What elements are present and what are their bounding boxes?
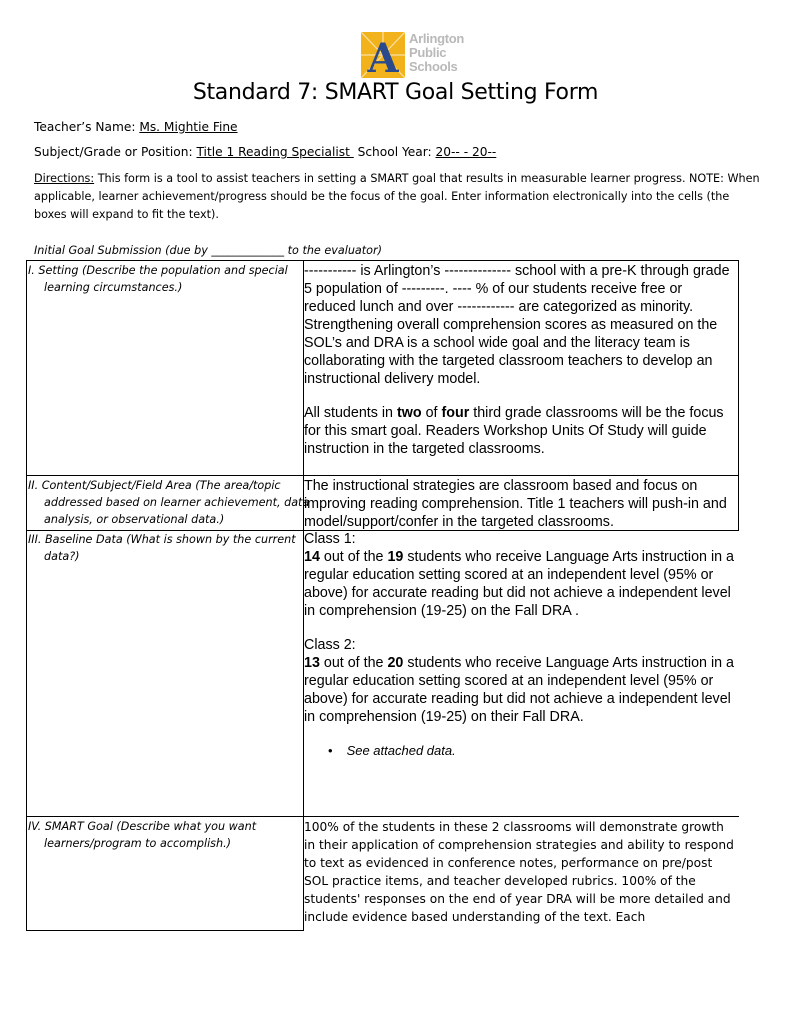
- setting-label: I. Setting (Describe the population and special learning circumstances.): [28, 264, 288, 294]
- school-year-value: 20-- - 20--: [435, 145, 497, 159]
- logo-line-3: Schools: [409, 59, 458, 74]
- setting-text-c: of: [421, 405, 442, 421]
- class-1-mid: out of the: [319, 549, 388, 565]
- directions-text: This form is a tool to assist teachers in setting a SMART goal that results in measurable learner progress. NOTE: When applicable, learner achievement/progress should be the focus of the goal. Enter information electronically into the cells (the boxes will expand to fit the text).: [34, 172, 760, 221]
- table-right-border: [738, 260, 739, 530]
- setting-bold-two: two: [396, 405, 422, 421]
- class-2-total: 20: [387, 655, 404, 671]
- class-2-mid: out of the: [319, 655, 388, 671]
- subject-value: Title 1 Reading Specialist: [196, 145, 354, 159]
- class-1-total: 19: [387, 549, 404, 565]
- logo-line-2: Public: [409, 45, 447, 60]
- class-1-label: Class 1:: [304, 531, 356, 547]
- teacher-name-field: [34, 120, 238, 134]
- logo-text: [409, 32, 464, 74]
- logo-line-1: Arlington: [409, 31, 465, 46]
- attached-data-bullet: [328, 742, 734, 760]
- smart-goal-label: IV. SMART Goal (Describe what you want learners/program to accomplish.): [28, 820, 257, 850]
- setting-paragraph-2: [304, 404, 734, 458]
- class-2-label: Class 2:: [304, 637, 356, 653]
- class-2-count: 13: [304, 655, 320, 671]
- page-title: Standard 7: SMART Goal Setting Form: [192, 80, 599, 105]
- smart-goal-cell: [304, 818, 734, 926]
- teacher-name-value: Ms. Mightie Fine: [139, 120, 238, 134]
- setting-text-e: third grade classrooms will be the focus for this smart goal. Readers Workshop Units Of Study will guide instruction in the targeted classrooms.: [304, 405, 724, 457]
- setting-text-a: All students in: [304, 405, 397, 421]
- baseline-cell: [304, 530, 734, 760]
- setting-cell: [304, 262, 734, 458]
- class-2-description: students who receive Language Arts instruction in a regular education setting scored at an independent level (95% or above) for accurate reading but did not achieve a independent level in comprehension (19-25) on their Fall DRA.: [304, 655, 734, 725]
- class-1-count: 14: [304, 549, 320, 565]
- baseline-label: III. Baseline Data (What is shown by the current data?): [28, 533, 296, 563]
- logo-a-icon: [361, 32, 405, 78]
- setting-paragraph-1: ----------- is Arlington’s -------------- school with a pre-K through grade 5 population of ---------. ---- % of our students receive free or reduced lunch and over ------------ are categorized as minority. Strengthening overall comprehension scores as measured on the SOL’s and DRA is a school wide goal and the literacy team is collaborating with the targeted classroom teachers to develop an instructional delivery model.: [304, 263, 730, 387]
- directions: [34, 170, 764, 224]
- row-separator-3: [26, 816, 739, 817]
- subject-field: [34, 145, 496, 159]
- svg-text:A: A: [367, 35, 399, 78]
- class-1-description: students who receive Language Arts instruction in a regular education setting scored at an independent level (95% or above) for accurate reading but did not achieve a independent level in comprehension (19-25) on the Fall DRA .: [304, 549, 734, 619]
- bullet-icon: •: [328, 743, 333, 758]
- arlington-logo: [361, 32, 479, 80]
- setting-bold-four: four: [441, 405, 470, 421]
- teacher-name-label: Teacher’s Name:: [34, 120, 136, 134]
- content-area-cell: [304, 477, 734, 531]
- directions-label: Directions:: [34, 172, 95, 185]
- attached-data-text: See attached data.: [346, 743, 456, 758]
- school-year-label: School Year:: [357, 145, 432, 159]
- class-2-text: [304, 654, 734, 726]
- class-1-text: [304, 548, 734, 620]
- content-area-text: The instructional strategies are classroom based and focus on improving reading comprehension. Title 1 teachers will push-in and model/support/confer in the targeted classrooms.: [304, 478, 727, 530]
- content-area-label: II. Content/Subject/Field Area (The area/topic addressed based on learner achievement, data analysis, or observational data.): [28, 479, 310, 526]
- table-bottom-left: [26, 930, 304, 931]
- row-separator-1: [26, 475, 739, 476]
- smart-goal-text: 100% of the students in these 2 classrooms will demonstrate growth in their application of comprehension strategies and ability to respond to text as evidenced in conference notes, performance on pre/post SOL practice items, and teacher developed rubrics. 100% of the students' responses on the end of year DRA will be more detailed and include evidence based understanding of the text. Each: [304, 820, 734, 924]
- subject-label: Subject/Grade or Position:: [34, 145, 193, 159]
- initial-goal-submission: Initial Goal Submission (due by _____________ to the evaluator): [34, 244, 382, 257]
